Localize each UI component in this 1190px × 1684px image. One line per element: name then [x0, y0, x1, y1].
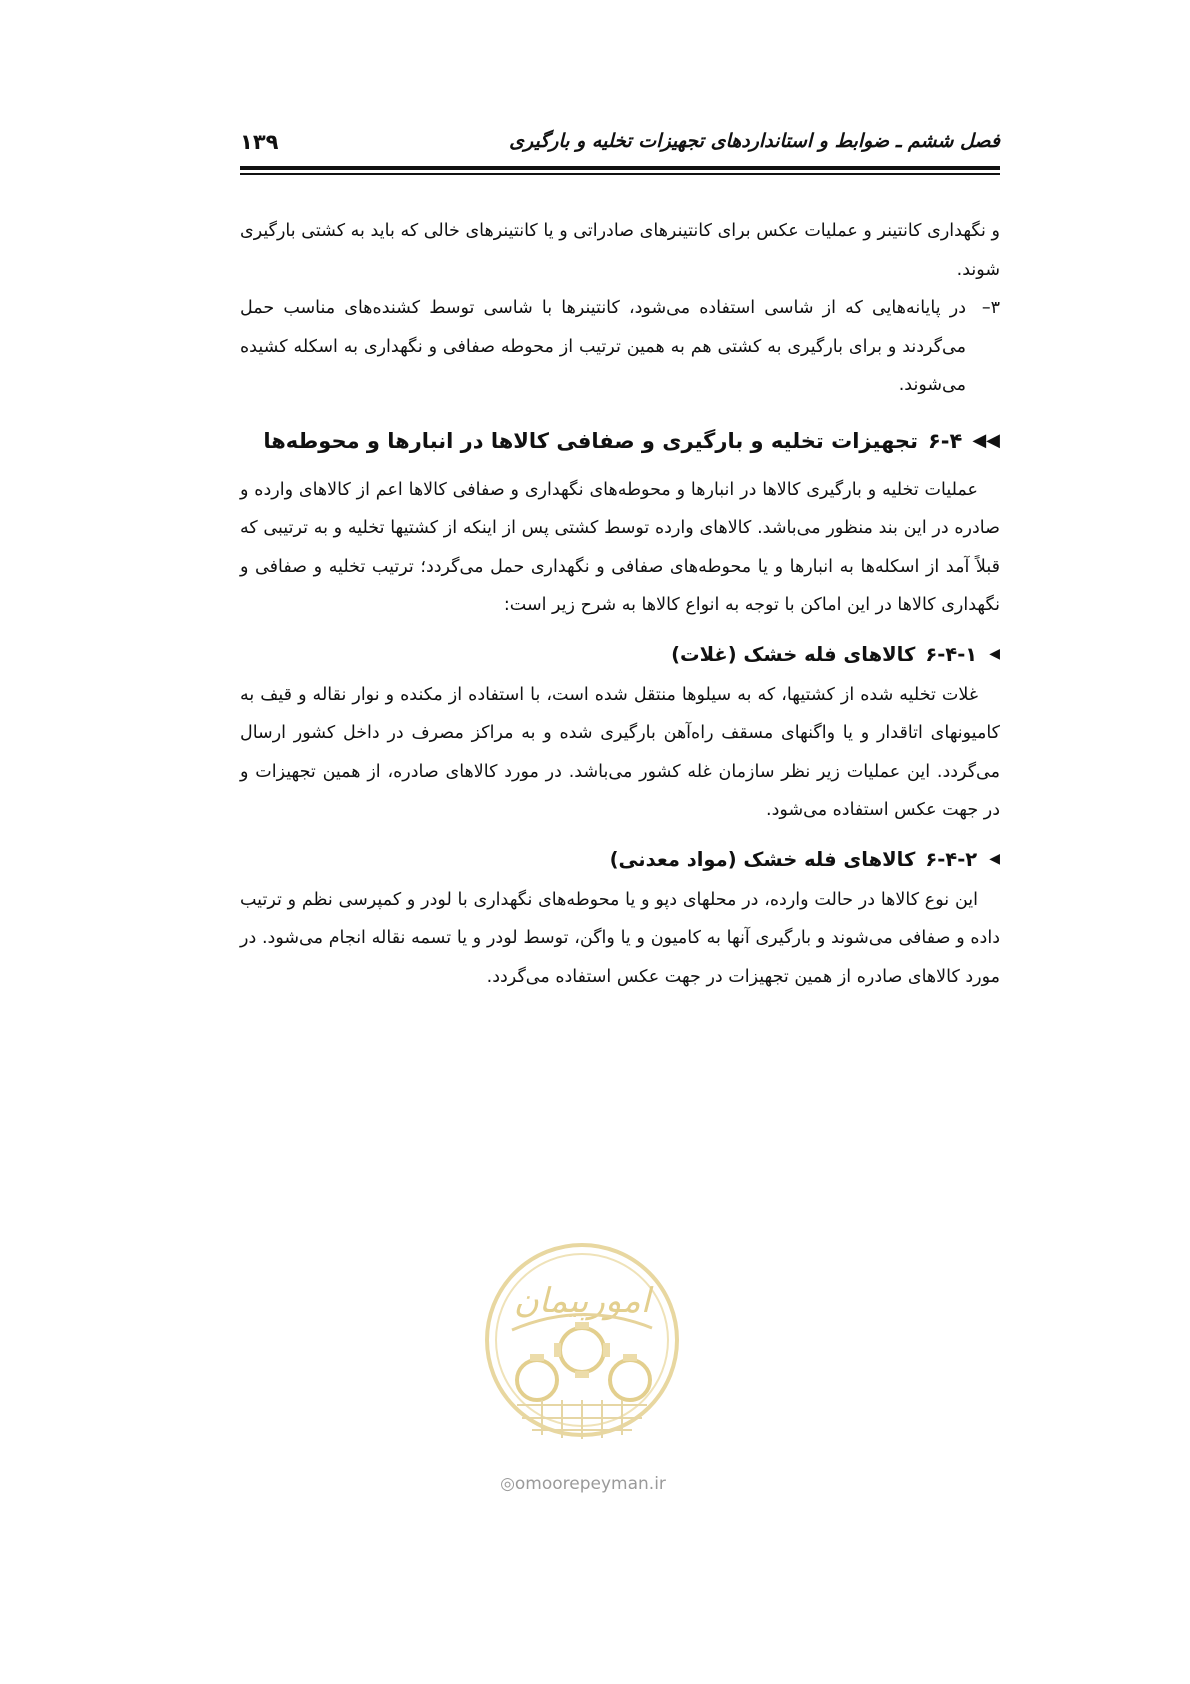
watermark-caption	[478, 1474, 688, 1494]
arrow-marker-icon: ◀	[989, 851, 1000, 867]
chapter-title: فصل ششم ـ ضوابط و استانداردهای تجهیزات تخلیه و بارگیری	[509, 130, 1000, 152]
page-body	[240, 212, 1000, 996]
watermark-url: omoorepeyman.ir	[514, 1474, 666, 1494]
section-title: تجهیزات تخلیه و بارگیری و صفافی کالاها در انبارها و محوطه‌ها	[263, 428, 918, 453]
header-rule-thin	[240, 173, 1000, 175]
watermark-logo-icon	[482, 1240, 682, 1464]
arrow-marker-icon: ◀	[989, 646, 1000, 662]
header-rule-thick	[240, 166, 1000, 170]
subsection-heading-6-4-2	[240, 848, 1000, 871]
instagram-icon: ◎	[500, 1474, 515, 1494]
subsection-heading-6-4-1	[240, 643, 1000, 666]
continued-paragraph: و نگهداری کانتینر و عملیات عکس برای کانتینرهای صادراتی و یا کانتینرهای خالی که باید به کشتی بارگیری شوند.	[240, 221, 1000, 280]
page-number: ۱۳۹	[240, 130, 279, 154]
subsection-number: ۶-۴-۲	[925, 847, 978, 871]
subsection-title: کالاهای فله خشک (مواد معدنی)	[609, 847, 916, 871]
section-heading-6-4	[240, 429, 1000, 453]
double-arrow-marker-icon: ◀◀	[972, 430, 1000, 451]
running-header	[240, 122, 1000, 162]
section-number: ۶-۴	[927, 428, 963, 453]
list-number: ۳–	[981, 298, 1000, 318]
list-text: در پایانه‌هایی که از شاسی استفاده می‌شود، کانتینرها با شاسی توسط کشنده‌های مناسب حمل می‌گردند و برای بارگیری به کشتی هم به همین ترتیب از محوطه صفافی و نگهداری به اسکله کشیده می‌شوند.	[240, 298, 966, 395]
section-paragraph: عملیات تخلیه و بارگیری کالاها در انبارها و محوطه‌های نگهداری و صفافی کالاها اعم از کالاهای وارده و صادره در این بند منظور می‌باشد. کالاهای وارده توسط کشتی پس از اینکه از کشتیها تخلیه و به ترتیبی که قبلاً آمد از اسکله‌ها به انبارها و یا محوطه‌های صفافی و نگهداری حمل می‌گردد؛ ترتیب تخلیه و صفافی و نگهداری کالاها در این اماکن با توجه به انواع کالاها به شرح زیر است:	[240, 479, 1000, 615]
subsection-title: کالاهای فله خشک (غلات)	[671, 642, 916, 666]
watermark-logo-text: امورپیمان	[513, 1281, 651, 1321]
subsection-paragraph: این نوع کالاها در حالت وارده، در محلهای دپو و یا محوطه‌های نگهداری با لودر و کمپرسی نظم و ترتیب داده و صفافی می‌شوند و بارگیری آنها به کامیون و یا واگن، توسط لودر و یا تسمه نقاله انجام می‌شود. در مورد کالاهای صادره از همین تجهیزات در جهت عکس استفاده می‌گردد.	[240, 889, 1000, 987]
subsection-number: ۶-۴-۱	[925, 642, 978, 666]
list-item-3	[240, 289, 1000, 405]
subsection-paragraph: غلات تخلیه شده از کشتیها، که به سیلوها منتقل شده است، با استفاده از مکنده و نوار نقاله و قیف به کامیونهای اتاقدار و یا واگنهای مسقف راه‌آهن بارگیری شده و به مراکز مصرف در داخل کشور ارسال می‌گردد. این عملیات زیر نظر سازمان غله کشور می‌باشد. در مورد کالاهای صادره، از همین تجهیزات و در جهت عکس استفاده می‌شود.	[240, 684, 1000, 820]
